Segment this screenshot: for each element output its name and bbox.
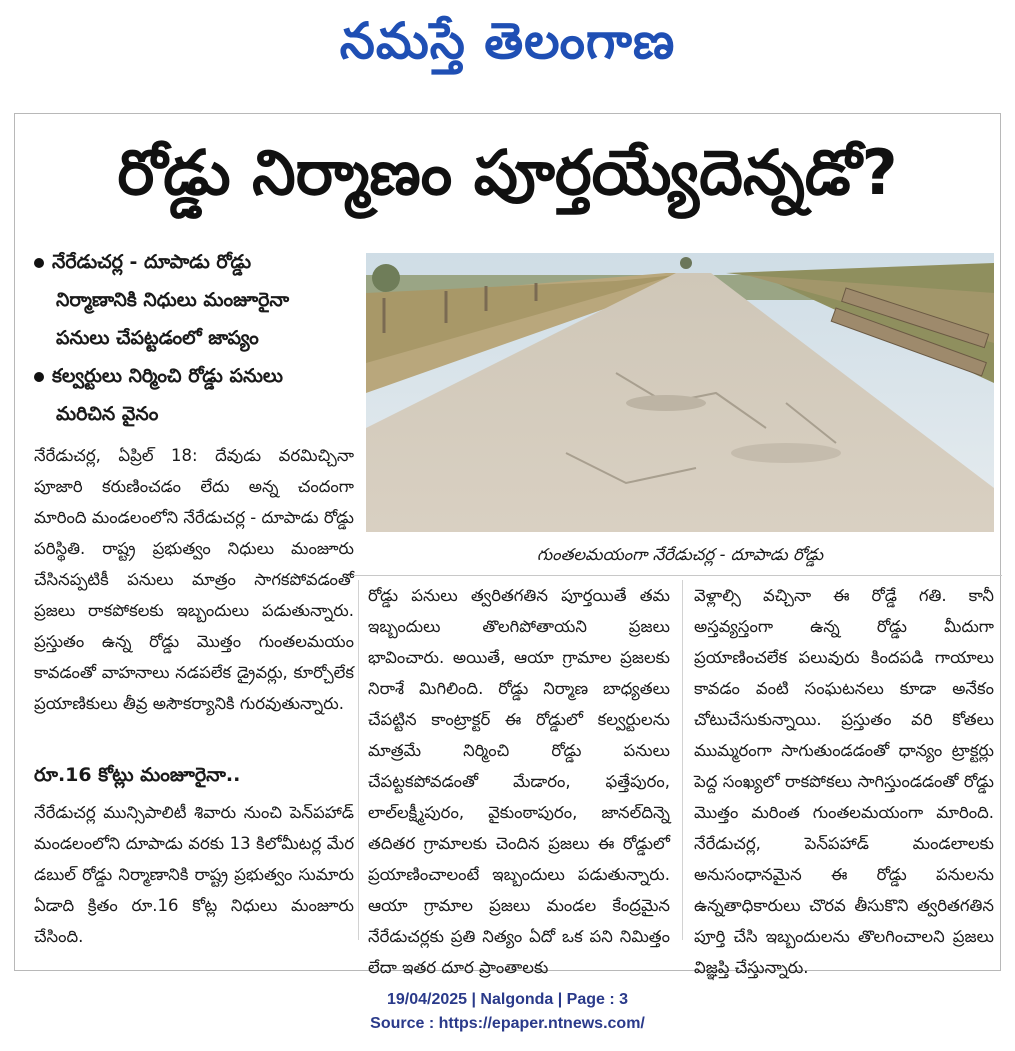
footer-date-edition: 19/04/2025 | Nalgonda | Page : 3	[386, 991, 629, 1008]
article-border-top	[14, 113, 1001, 114]
road-photo	[366, 253, 994, 532]
article-border-right	[1000, 113, 1001, 970]
bullet-line: కల్వర్టులు నిర్మించి రోడ్డు పనులు	[52, 365, 283, 387]
subheading: రూ.16 కోట్లు మంజూరైనా..	[34, 764, 241, 786]
article-headline: రోడ్డు నిర్మాణం పూర్తయ్యేదెన్నడో?	[117, 136, 898, 209]
bullet-dot-icon	[34, 372, 44, 382]
highlight-bullets	[34, 243, 354, 433]
bullet-dot-icon	[34, 258, 44, 268]
bullet-item	[34, 243, 354, 357]
bullet-line: నేరేడుచర్ల - దూపాడు రోడ్డు	[52, 251, 252, 273]
column-2-text: రోడ్డు పనులు త్వరితగతిన పూర్తయితే తమ ఇబ్బందులు తొలగిపోతాయని ప్రజలు భావించారు. అయితే, ఆయా గ్రామాల ప్రజలకు నిరాశే మిగిలింది. రోడ్డు నిర్మాణ బాధ్యతలు చేపట్టిన కాంట్రాక్టర్ ఈ రోడ్డులో కల్వర్టులను మాత్రమే నిర్మించి రోడ్డు పనులు చేపట్టకపోవడంతో మేడారం, ఫత్తేపురం, లాల్‌లక్ష్మీపురం, వైకుంఠాపురం, జానల్‌దిన్నె తదితర గ్రామాలకు చెందిన ప్రజలు ఈ రోడ్డులో ప్రయాణించాలంటే ఇబ్బందులు పడుతున్నారు. ఆయా గ్రామాల ప్రజలు మండల కేంద్రమైన నేరేడుచర్లకు ప్రతి నిత్యం ఏదో ఒక పని నిమిత్తం లేదా ఇతర దూర ప్రాంతాలకు	[368, 586, 670, 977]
bullet-item	[34, 357, 354, 433]
road-photo-image	[366, 253, 994, 532]
photo-caption: గుంతలమయంగా నేరేడుచర్ల - దూపాడు రోడ్డు	[536, 545, 824, 564]
column-1-paragraph-2: నేరేడుచర్ల మున్సిపాలిటీ శివారు నుంచి పెన్‌పహాడ్ మండలంలోని దూపాడు వరకు 13 కిలోమీటర్ల మేర డబుల్ రోడ్డు నిర్మాణానికి రాష్ట్ర ప్రభుత్వం సుమారు ఏడాది క్రితం రూ.16 కోట్ల నిధులు మంజూరు చేసింది.	[34, 803, 354, 946]
footer-source-link[interactable]: Source : https://epaper.ntnews.com/	[370, 1015, 645, 1032]
newspaper-logo: నమస్తే తెలంగాణ	[339, 12, 676, 70]
column-3-text: వెళ్లాల్సి వచ్చినా ఈ రోడ్డే గతి. కానీ అస్తవ్యస్తంగా ఉన్న రోడ్డు మీదుగా ప్రయాణించలేక పలువురు కిందపడి గాయాలు కావడం వంటి సంఘటనలు కూడా అనేకం చోటుచేసుకున్నాయి. ప్రస్తుతం వరి కోతలు ముమ్మరంగా సాగుతుండడంతో ధాన్యం ట్రాక్టర్లు పెద్ద సంఖ్యలో రాకపోకలు సాగిస్తుండడంతో రోడ్డు మొత్తం మరింత గుంతలమయంగా మారింది. నేరేడుచర్ల, పెన్‌పహాడ్ మండలాలకు అనుసంధానమైన ఈ రోడ్డు పనులను ఉన్నతాధికారులు చొరవ తీసుకొని త్వరితగతిన పూర్తి చేసి ఇబ్బందులను తొలగించాలని ప్రజలు విజ్ఞప్తి చేస్తున్నారు.	[694, 586, 994, 977]
bullet-line: నిర్మాణానికి నిధులు మంజూరైనా	[56, 289, 290, 311]
caption-divider	[352, 575, 1002, 576]
article-border-left	[14, 113, 15, 970]
column-rule	[358, 580, 359, 940]
bullet-line: పనులు చేపట్టడంలో జాప్యం	[56, 327, 259, 349]
masthead	[0, 2, 1015, 80]
column-1-paragraph-1: నేరేడుచర్ల, ఏప్రిల్ 18: దేవుడు వరమిచ్చినా పూజారి కరుణించడం లేదు అన్న చందంగా మారింది మండలంలోని నేరేడుచర్ల - దూపాడు రోడ్డు పరిస్థితి. రాష్ట్ర ప్రభుత్వం నిధులు మంజూరు చేసినప్పటికీ పనులు మాత్రం సాగకపోవడంతో ప్రజలు రాకపోకలకు ఇబ్బందులు పడుతున్నారు. ప్రస్తుతం ఉన్న రోడ్డు మొత్తం గుంతలమయం కావడంతో వాహనాలు నడపలేక డ్రైవర్లు, కూర్చోలేక ప్రయాణికులు తీవ్ర అసౌకర్యానికి గురవుతున్నారు.	[34, 446, 354, 713]
column-rule	[682, 580, 683, 940]
bullet-line: మరిచిన వైనం	[56, 403, 159, 425]
